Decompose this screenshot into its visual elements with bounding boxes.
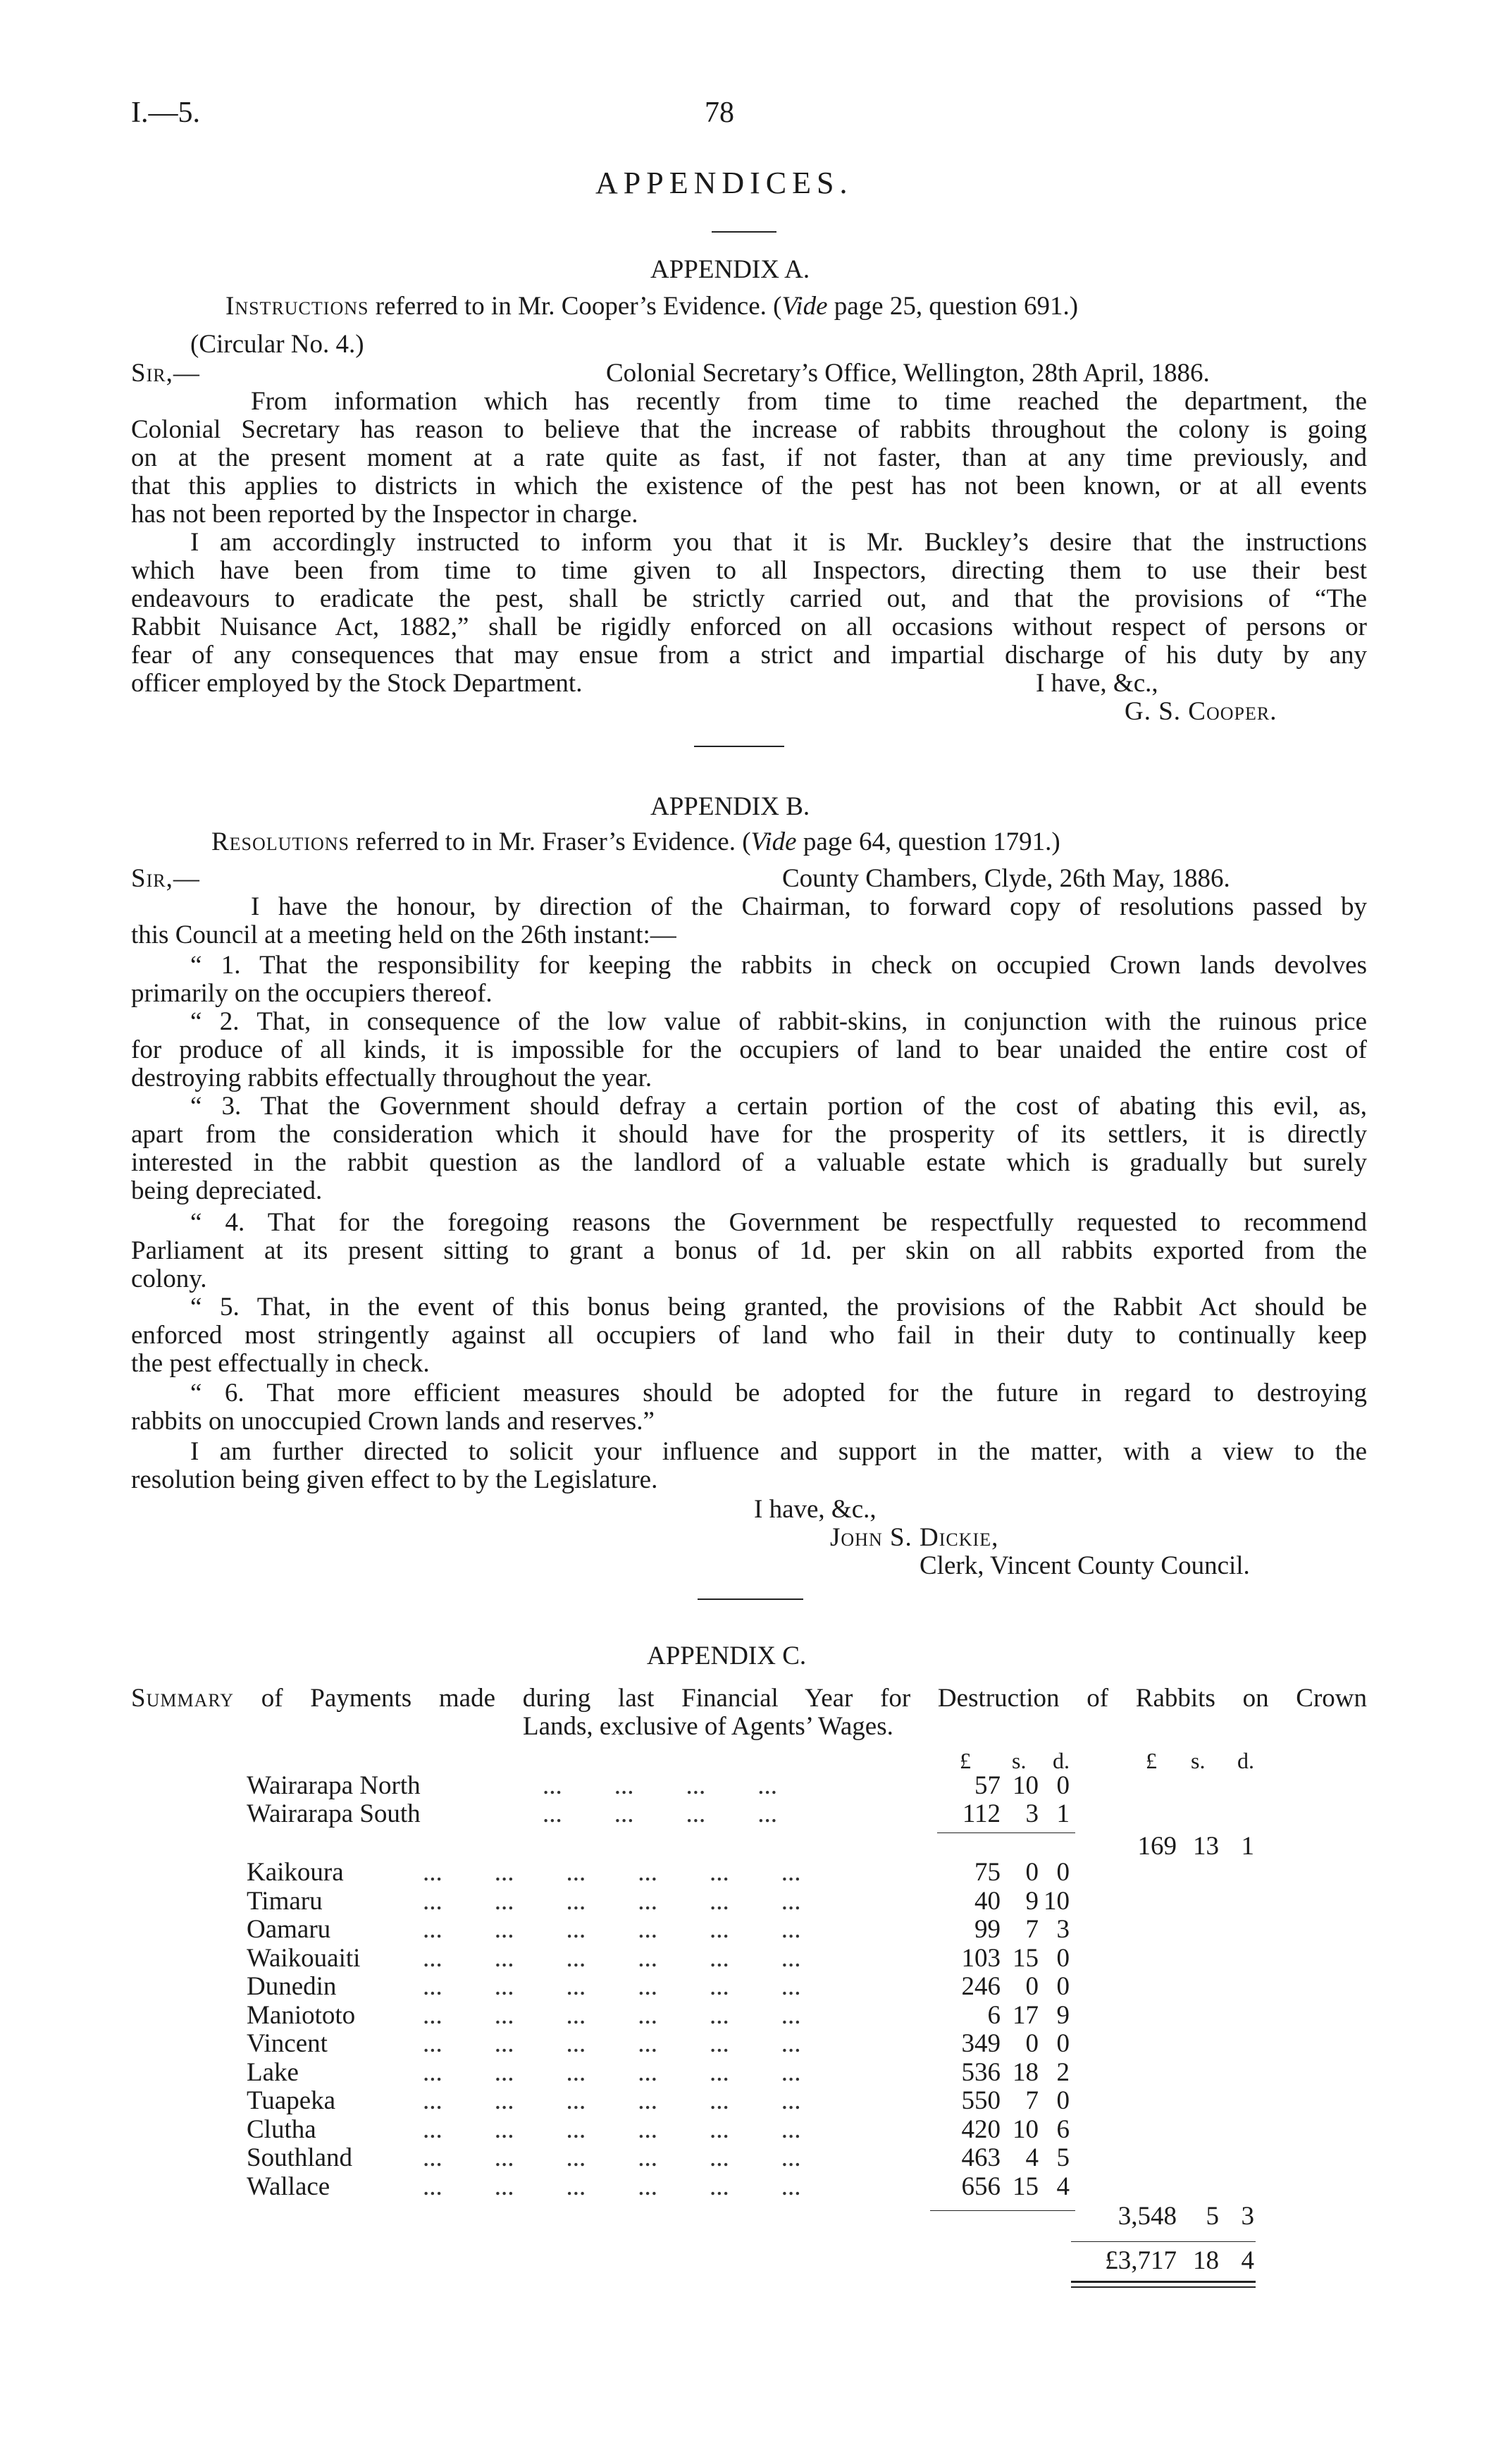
grand-total-shillings: 18 bbox=[1193, 2246, 1219, 2275]
section-rule bbox=[694, 746, 784, 747]
amount-pounds: 550 bbox=[961, 2086, 1001, 2115]
amount-pounds: 112 bbox=[962, 1799, 1001, 1828]
district-name: Vincent bbox=[247, 2029, 328, 2058]
paragraph-line: has not been reported by the Inspector in charge. bbox=[131, 500, 638, 529]
paragraph-line: which have been from time to time given to all Inspectors, directing them to use their best bbox=[131, 556, 1367, 585]
leader-dots: ... ... ... ... ... ... bbox=[423, 2000, 801, 2030]
col-head-shillings: s. bbox=[1012, 1748, 1027, 1773]
paragraph-line: resolution being given effect to by the Legislature. bbox=[131, 1465, 658, 1494]
district-name: Wallace bbox=[247, 2172, 330, 2201]
resolution-line: interested in the rabbit question as the landlord of a valuable estate which is gradually but surely bbox=[131, 1148, 1367, 1177]
leader-dots: ... ... ... ... ... ... bbox=[423, 2143, 801, 2172]
district-name: Timaru bbox=[247, 1886, 323, 1916]
paragraph-line: I am further directed to solicit your influence and support in the matter, with a view to the bbox=[190, 1437, 1367, 1466]
amount-pounds: 99 bbox=[974, 1915, 1001, 1944]
resolution-line: “ 2. That, in consequence of the low value of rabbit-skins, in conjunction with the ruinous price bbox=[190, 1007, 1367, 1036]
amount-shillings: 17 bbox=[1013, 2000, 1039, 2030]
paragraph-line: on at the present moment at a rate quite as fast, if not faster, than at any time previously, and bbox=[131, 443, 1367, 472]
amount-pence: 0 bbox=[1056, 1972, 1070, 2001]
col-head-pence-total: d. bbox=[1237, 1748, 1254, 1773]
amount-pence: 5 bbox=[1056, 2143, 1070, 2172]
amount-pounds: 656 bbox=[961, 2172, 1001, 2201]
amount-pounds: 349 bbox=[961, 2029, 1001, 2058]
letter-address: County Chambers, Clyde, 26th May, 1886. bbox=[782, 864, 1230, 893]
amount-pence: 0 bbox=[1056, 1858, 1070, 1887]
district-name: Wairarapa South bbox=[247, 1799, 421, 1828]
district-name: Waikouaiti bbox=[247, 1943, 361, 1973]
paragraph-line: this Council at a meeting held on the 26th instant:— bbox=[131, 920, 676, 949]
district-name: Kaikoura bbox=[247, 1858, 344, 1887]
resolution-line: “ 6. That more efficient measures should be adopted for the future in regard to destroying bbox=[190, 1379, 1367, 1407]
resolution-line: being depreciated. bbox=[131, 1176, 323, 1205]
salutation: Sir,— bbox=[131, 864, 200, 893]
signature: John S. Dickie, bbox=[830, 1523, 999, 1552]
leader-dots: ... ... ... ... ... ... bbox=[423, 2172, 801, 2201]
amount-shillings: 4 bbox=[1025, 2143, 1039, 2172]
paragraph-line: that this applies to districts in which the existence of the pest has not been known, or at all events bbox=[131, 472, 1367, 500]
amount-pence: 3 bbox=[1056, 1915, 1070, 1944]
paragraph-line: Colonial Secretary has reason to believe that the increase of rabbits throughout the colony is going bbox=[131, 415, 1367, 444]
leader-dots: ... ... ... ... bbox=[543, 1771, 777, 1800]
amount-pence: 0 bbox=[1056, 2029, 1070, 2058]
amount-pounds: 6 bbox=[987, 2000, 1001, 2030]
amount-shillings: 0 bbox=[1025, 1972, 1039, 2001]
signature: G. S. Cooper. bbox=[1125, 697, 1277, 726]
resolution-line: “ 1. That the responsibility for keeping the rabbits in check on occupied Crown lands devolves bbox=[190, 951, 1367, 980]
amount-pounds: 75 bbox=[974, 1858, 1001, 1887]
amount-pence: 4 bbox=[1056, 2172, 1070, 2201]
grand-total-pence: 4 bbox=[1241, 2246, 1254, 2275]
amount-pence: 1 bbox=[1056, 1799, 1070, 1828]
amount-shillings: 15 bbox=[1013, 1943, 1039, 1973]
section-rule bbox=[698, 1598, 803, 1600]
group2-total-shillings: 5 bbox=[1206, 2202, 1219, 2231]
amount-shillings: 18 bbox=[1013, 2057, 1039, 2087]
amount-pounds: 103 bbox=[961, 1943, 1001, 1973]
group2-total-pounds: 3,548 bbox=[1118, 2202, 1177, 2231]
appendix-c-caption: Summary of Payments made during last Financial Year for Destruction of Rabbits on Crown bbox=[131, 1684, 1367, 1713]
col-head-pence: d. bbox=[1053, 1748, 1070, 1773]
paragraph-line: officer employed by the Stock Department. bbox=[131, 669, 583, 698]
amount-pence: 0 bbox=[1056, 1943, 1070, 1973]
paragraph-line: From information which has recently from time to time reached the department, the bbox=[251, 387, 1367, 416]
grand-total-double-rule bbox=[1071, 2281, 1256, 2283]
amount-pence: 6 bbox=[1056, 2114, 1070, 2144]
leader-dots: ... ... ... ... ... ... bbox=[423, 2114, 801, 2144]
grand-total-double-rule bbox=[1071, 2286, 1256, 2288]
resolution-line: “ 4. That for the foregoing reasons the Government be respectfully requested to recommend bbox=[190, 1208, 1367, 1237]
district-name: Tuapeka bbox=[247, 2086, 336, 2115]
col-head-pounds-total: £ bbox=[1146, 1748, 1157, 1773]
district-name: Wairarapa North bbox=[247, 1771, 421, 1800]
document-reference: I.—5. bbox=[131, 97, 200, 129]
closing: I have, &c., bbox=[1036, 669, 1158, 698]
amount-shillings: 10 bbox=[1013, 1771, 1039, 1800]
appendix-c-heading: APPENDIX C. bbox=[647, 1641, 807, 1670]
title-rule bbox=[712, 231, 776, 233]
resolution-line: enforced most stringently against all occupiers of land who fail in their duty to continually keep bbox=[131, 1321, 1367, 1350]
amount-pence: 0 bbox=[1056, 2086, 1070, 2115]
grand-total-pounds: £3,717 bbox=[1105, 2246, 1177, 2275]
paragraph-line: fear of any consequences that may ensue from a strict and impartial discharge of his duty by any bbox=[131, 641, 1367, 670]
district-name: Dunedin bbox=[247, 1972, 337, 2001]
leader-dots: ... ... ... ... ... ... bbox=[423, 1972, 801, 2001]
leader-dots: ... ... ... ... ... ... bbox=[423, 2057, 801, 2087]
resolution-line: destroying rabbits effectually throughout the year. bbox=[131, 1064, 652, 1092]
paragraph-line: Rabbit Nuisance Act, 1882,” shall be rigidly enforced on all occasions without respect of persons or bbox=[131, 612, 1367, 641]
amount-shillings: 7 bbox=[1025, 1915, 1039, 1944]
appendix-b-heading: APPENDIX B. bbox=[650, 792, 810, 821]
amount-pounds: 463 bbox=[961, 2143, 1001, 2172]
subtotal-rule bbox=[930, 2210, 1075, 2211]
page-number: 78 bbox=[705, 97, 734, 129]
resolution-line: for produce of all kinds, it is impossible for the occupiers of land to bear unaided the entire cost of bbox=[131, 1035, 1367, 1064]
appendix-c-caption-line2: Lands, exclusive of Agents’ Wages. bbox=[523, 1712, 893, 1741]
group2-total-pence: 3 bbox=[1241, 2202, 1254, 2231]
appendix-b-caption: Resolutions referred to in Mr. Fraser’s Evidence. (Vide page 64, question 1791.) bbox=[211, 827, 1060, 856]
appendix-a-heading: APPENDIX A. bbox=[650, 255, 810, 284]
amount-pounds: 420 bbox=[961, 2114, 1001, 2144]
amount-pence: 9 bbox=[1056, 2000, 1070, 2030]
paragraph-line: I am accordingly instructed to inform you that it is Mr. Buckley’s desire that the instructions bbox=[190, 528, 1367, 557]
district-name: Maniototo bbox=[247, 2000, 356, 2030]
district-name: Clutha bbox=[247, 2114, 316, 2144]
leader-dots: ... ... ... ... ... ... bbox=[423, 2086, 801, 2115]
leader-dots: ... ... ... ... ... ... bbox=[423, 1943, 801, 1973]
amount-pounds: 246 bbox=[961, 1972, 1001, 2001]
amount-shillings: 9 bbox=[1025, 1886, 1039, 1916]
letter-address: Colonial Secretary’s Office, Wellington, 28th April, 1886. bbox=[606, 359, 1210, 388]
amount-shillings: 10 bbox=[1013, 2114, 1039, 2144]
amount-pence: 2 bbox=[1056, 2057, 1070, 2087]
amount-shillings: 3 bbox=[1025, 1799, 1039, 1828]
col-head-pounds: £ bbox=[960, 1748, 971, 1773]
paragraph-line: endeavours to eradicate the pest, shall be strictly carried out, and that the provisions of “The bbox=[131, 584, 1367, 613]
amount-shillings: 15 bbox=[1013, 2172, 1039, 2201]
closing: I have, &c., bbox=[754, 1495, 877, 1524]
group1-total-shillings: 13 bbox=[1193, 1832, 1219, 1861]
leader-dots: ... ... ... ... ... ... bbox=[423, 1858, 801, 1887]
amount-pounds: 57 bbox=[974, 1771, 1001, 1800]
resolution-line: colony. bbox=[131, 1264, 207, 1293]
resolution-line: “ 5. That, in the event of this bonus being granted, the provisions of the Rabbit Act should be bbox=[190, 1293, 1367, 1322]
grand-total-rule bbox=[1071, 2241, 1256, 2242]
resolution-line: the pest effectually in check. bbox=[131, 1349, 430, 1378]
amount-pence: 0 bbox=[1056, 1771, 1070, 1800]
leader-dots: ... ... ... ... bbox=[543, 1799, 777, 1828]
district-name: Oamaru bbox=[247, 1915, 331, 1944]
leader-dots: ... ... ... ... ... ... bbox=[423, 1886, 801, 1916]
signature-title: Clerk, Vincent County Council. bbox=[920, 1551, 1250, 1580]
resolution-line: rabbits on unoccupied Crown lands and reserves.” bbox=[131, 1407, 655, 1436]
amount-shillings: 0 bbox=[1025, 2029, 1039, 2058]
group1-total-pence: 1 bbox=[1241, 1832, 1254, 1861]
col-head-shillings-total: s. bbox=[1191, 1748, 1206, 1773]
subtotal-rule bbox=[937, 1832, 1075, 1833]
resolution-line: primarily on the occupiers thereof. bbox=[131, 979, 493, 1008]
amount-pounds: 40 bbox=[974, 1886, 1001, 1916]
amount-pence: 10 bbox=[1044, 1886, 1070, 1916]
amount-shillings: 7 bbox=[1025, 2086, 1039, 2115]
circular-number: (Circular No. 4.) bbox=[190, 330, 364, 359]
appendix-a-caption: Instructions referred to in Mr. Cooper’s Evidence. (Vide page 25, question 691.) bbox=[225, 292, 1079, 321]
paragraph-line: I have the honour, by direction of the Chairman, to forward copy of resolutions passed by bbox=[251, 892, 1367, 921]
district-name: Lake bbox=[247, 2057, 299, 2087]
resolution-line: “ 3. That the Government should defray a certain portion of the cost of abating this evil, as, bbox=[190, 1092, 1367, 1121]
group1-total-pounds: 169 bbox=[1137, 1832, 1177, 1861]
amount-pounds: 536 bbox=[961, 2057, 1001, 2087]
leader-dots: ... ... ... ... ... ... bbox=[423, 2029, 801, 2058]
resolution-line: Parliament at its present sitting to grant a bonus of 1d. per skin on all rabbits exported from the bbox=[131, 1236, 1367, 1265]
salutation: Sir,— bbox=[131, 359, 200, 388]
amount-shillings: 0 bbox=[1025, 1858, 1039, 1887]
district-name: Southland bbox=[247, 2143, 353, 2172]
leader-dots: ... ... ... ... ... ... bbox=[423, 1915, 801, 1944]
resolution-line: apart from the consideration which it should have for the prosperity of its settlers, it is directly bbox=[131, 1120, 1367, 1149]
page-title: APPENDICES. bbox=[595, 166, 853, 200]
